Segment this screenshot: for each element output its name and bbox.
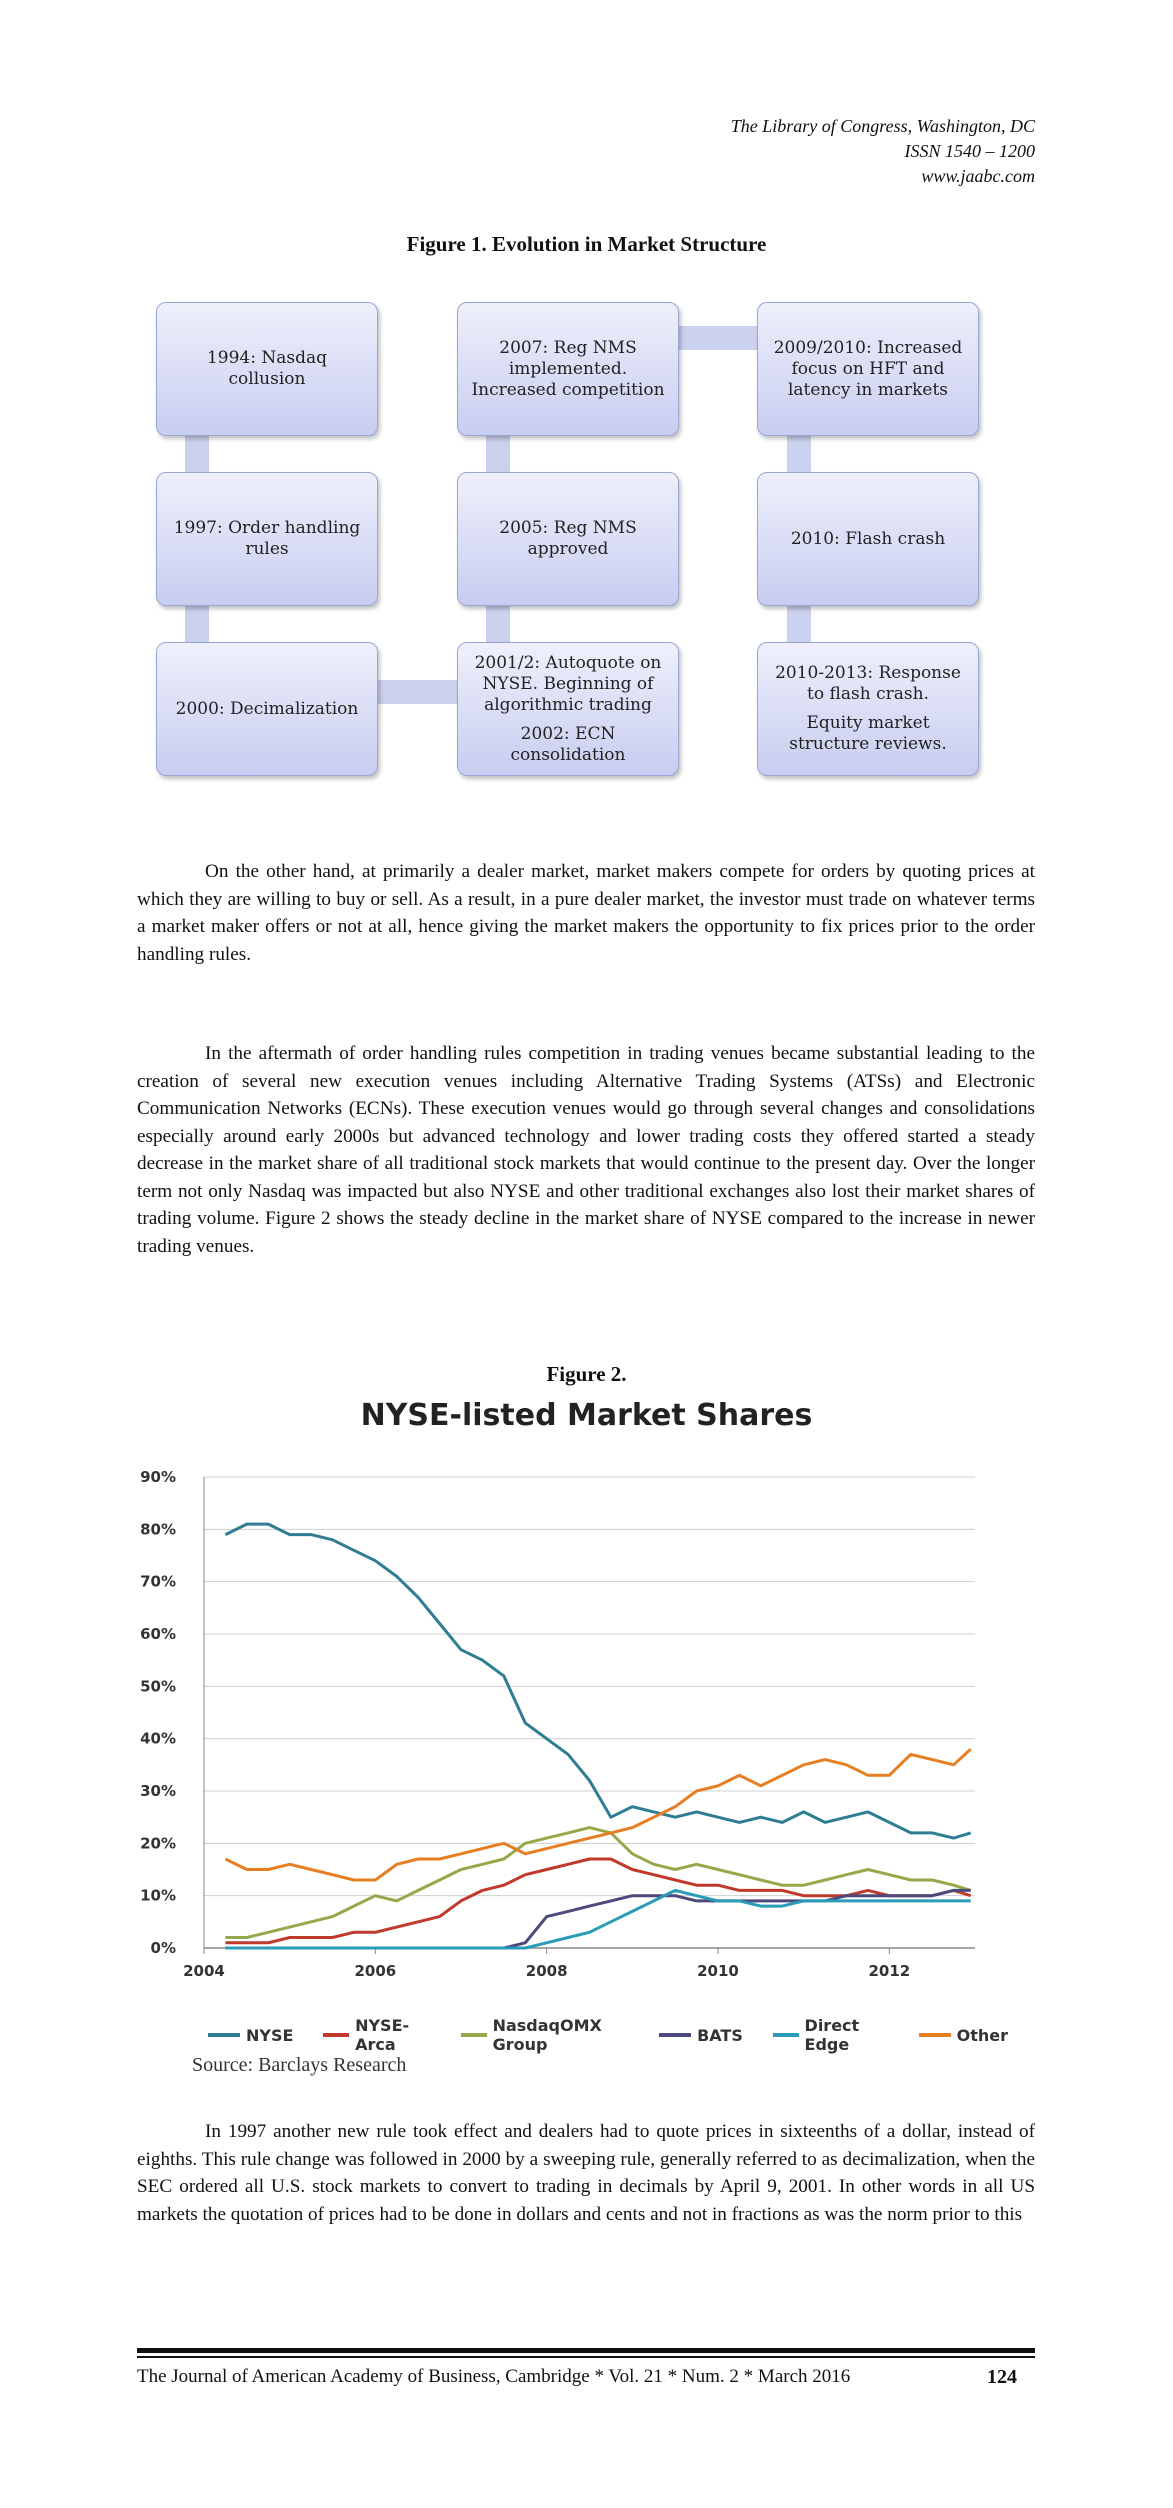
page-number: 124	[987, 2366, 1017, 2388]
box-text: 2007: Reg NMS implemented. Increased competition	[471, 337, 665, 400]
legend-item	[323, 2016, 430, 2054]
chart-legend	[208, 2016, 1008, 2054]
legend-label: Other	[956, 2025, 1009, 2045]
diagram-box-2010-2013	[757, 642, 979, 776]
header-line-1: The Library of Congress, Washington, DC	[730, 116, 1035, 136]
connector-b2-b3	[185, 600, 209, 644]
diagram-box-2010	[757, 472, 979, 606]
box-text: 1997: Order handling rules	[173, 518, 361, 559]
legend-item	[773, 2016, 889, 2054]
box-text: 2001/2: Autoquote on NYSE. Beginning of algorithmic trading	[474, 652, 662, 715]
market-structure-diagram	[0, 0, 1173, 800]
series-line-bats	[225, 1890, 970, 1948]
legend-label: NYSE	[246, 2025, 294, 2045]
legend-swatch	[919, 2033, 951, 2037]
legend-swatch	[461, 2033, 487, 2037]
x-tick-label: 2004	[183, 1962, 225, 1980]
y-tick-label: 80%	[140, 1520, 176, 1539]
legend-label: NasdaqOMX Group	[492, 2016, 602, 2054]
connector-b6-b7	[677, 326, 759, 350]
paragraph-text: In 1997 another new rule took effect and dealers had to quote prices in sixteenths of a dollar, instead of eighths. This rule change was followed in 2000 by a sweeping rule, generally referred to as decimalization, when the SEC ordered all U.S. stock markets to convert to trading in decimals by April 9, 2001. In other words in all US markets the quotation of prices had to be done in dollars and cents and not in fractions as was the norm prior to this	[137, 2121, 1035, 2225]
box-text: 2000: Decimalization	[175, 698, 359, 719]
chart-title: NYSE-listed Market Shares	[360, 1398, 813, 1433]
diagram-box-2009	[757, 302, 979, 436]
diagram-box-2000	[156, 642, 378, 776]
legend-item	[461, 2016, 629, 2054]
header-line-3: www.jaabc.com	[921, 166, 1035, 186]
y-tick-label: 70%	[140, 1572, 176, 1591]
paragraph-text: In the aftermath of order handling rules competition in trading venues became substantial leading to the creation of several new execution venues including Alternative Trading Systems (ATSs) and Electronic Communication Networks (ECNs). These execution venues would go through several changes and consolidations especially around early 2000s but advanced technology and lower trading costs they offered started a steady decrease in the market share of all traditional stock markets that would continue to the present day. Over the longer term not only Nasdaq was impacted but also NYSE and other traditional exchanges also lost their market shares of trading volume. Figure 2 shows the steady decline in the market share of NYSE compared to the increase in newer trading venues.	[137, 1043, 1035, 1257]
figure-2-caption: Figure 2.	[546, 1362, 627, 1386]
legend-swatch	[773, 2033, 799, 2037]
y-tick-label: 0%	[150, 1939, 176, 1957]
diagram-box-1994	[156, 302, 378, 436]
y-tick-label: 10%	[140, 1886, 176, 1905]
connector-b5-b6	[486, 430, 510, 474]
y-tick-label: 50%	[140, 1677, 176, 1696]
box-text: 2010-2013: Response to flash crash.	[775, 663, 961, 704]
legend-item	[919, 2016, 1008, 2054]
diagram-box-2007	[457, 302, 679, 436]
legend-swatch	[323, 2033, 349, 2037]
box-text: 1994: Nasdaq collusion	[206, 348, 328, 389]
box-text: 2009/2010: Increased focus on HFT and latency in markets	[773, 337, 963, 400]
x-tick-label: 2010	[697, 1962, 739, 1980]
legend-label: Direct Edge	[804, 2016, 860, 2054]
series-line-nasdaqomx-group	[225, 1828, 970, 1938]
footer-rule	[137, 2348, 1035, 2353]
x-tick-label: 2008	[525, 1962, 568, 1980]
paragraph-3	[137, 2118, 1035, 2228]
legend-item	[659, 2016, 743, 2054]
page-footer	[137, 2366, 1035, 2389]
connector-b7-b8	[787, 430, 811, 474]
box-text: 2010: Flash crash	[790, 528, 946, 549]
box-text-2: 2002: ECN consolidation	[510, 723, 626, 765]
legend-label: NYSE-Arca	[355, 2016, 410, 2054]
y-tick-label: 30%	[140, 1782, 176, 1800]
connector-b4-b5	[486, 600, 510, 644]
legend-swatch	[208, 2033, 240, 2037]
x-tick-label: 2012	[868, 1962, 911, 1980]
footer-journal: The Journal of American Academy of Business, Cambridge * Vol. 21 * Num. 2 * March 2016	[137, 2366, 851, 2387]
figure-1-title: Figure 1. Evolution in Market Structure	[406, 232, 767, 256]
connector-b8-b9	[787, 600, 811, 644]
paragraph-1	[137, 858, 1035, 968]
legend-swatch	[659, 2033, 691, 2037]
box-text-2: Equity market structure reviews.	[789, 713, 947, 754]
diagram-box-2005	[457, 472, 679, 606]
y-tick-label: 90%	[140, 1468, 176, 1486]
connector-b1-b2	[185, 430, 209, 474]
diagram-box-1997	[156, 472, 378, 606]
x-tick-label: 2006	[354, 1962, 397, 1980]
figure-2-source: Source: Barclays Research	[192, 2054, 407, 2076]
connector-b3-b4	[377, 680, 459, 704]
y-tick-label: 60%	[140, 1625, 176, 1643]
y-tick-label: 40%	[140, 1729, 176, 1748]
diagram-box-2001	[457, 642, 679, 776]
footer-rule-thin	[137, 2356, 1035, 2358]
series-line-direct-edge	[225, 1890, 970, 1948]
box-text: 2005: Reg NMS approved	[499, 518, 637, 559]
paragraph-2	[137, 1040, 1035, 1260]
paragraph-text: On the other hand, at primarily a dealer market, market makers compete for orders by quoting prices at which they are willing to buy or sell. As a result, in a pure dealer market, the investor must trade on whatever terms a market maker offers or not at all, hence giving the market makers the opportunity to fix prices prior to the order handling rules.	[137, 861, 1035, 965]
legend-label: BATS	[697, 2025, 743, 2045]
legend-item	[208, 2016, 293, 2054]
y-tick-label: 20%	[140, 1834, 176, 1853]
header-line-2: ISSN 1540 – 1200	[904, 141, 1035, 161]
market-share-line-chart	[140, 1455, 1000, 2000]
